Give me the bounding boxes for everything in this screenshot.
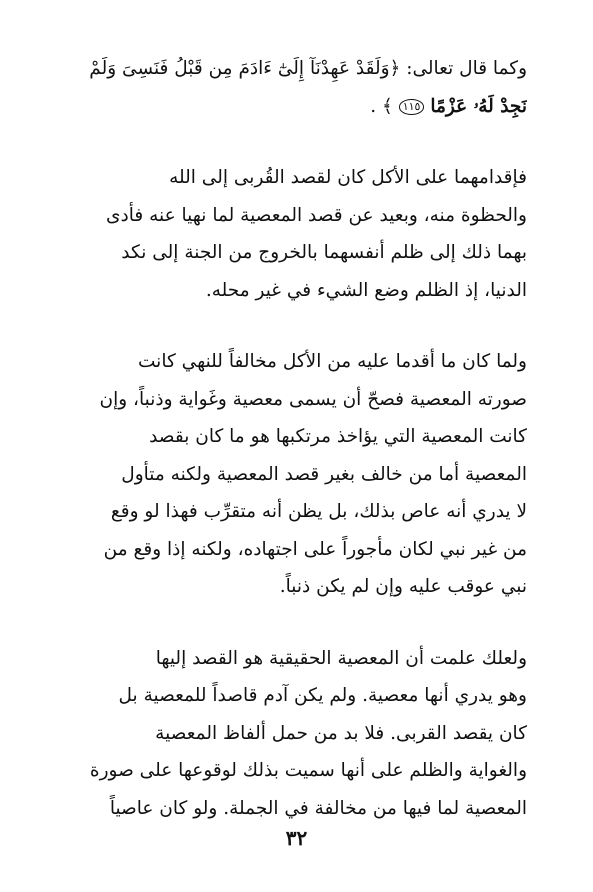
text-line: والحظوة منه، وبعيد عن قصد المعصية لما نهيا عنه فأدى: [106, 204, 527, 226]
text-line: ولعلك علمت أن المعصية الحقيقية هو القصد إليها: [155, 647, 527, 669]
verse-closing: ﴾ .: [370, 95, 393, 117]
text-line: ولما كان ما أقدما عليه من الأكل مخالفاً للنهي كانت: [138, 351, 527, 372]
text-line: المعصية أما من خالف بغير قصد المعصية ولكنه متأول: [121, 463, 527, 485]
page-number: ٣٢: [285, 826, 308, 850]
text-line: والغواية والظلم على أنها سميت بذلك لوقوعها على صورة: [89, 760, 527, 781]
text-line: نبي عوقب عليه وإن لم يكن ذنباً.: [279, 576, 527, 597]
paragraph-verse-quote: [70, 50, 527, 125]
text-line: المعصية لما فيها من مخالفة في الجملة. ولو كان عاصياً: [109, 797, 527, 819]
text-line: كانت المعصية التي يؤاخذ مرتكبها هو ما كان بقصد: [149, 426, 527, 447]
text-line: فإقدامهما على الأكل كان لقصد القُربى إلى الله: [169, 167, 527, 188]
text-line: الدنيا، إذ الظلم وضع الشيء في غير محله.: [205, 279, 527, 301]
paragraph-4: [70, 640, 527, 828]
text-line: وكما قال تعالى: ﴿وَلَقَدْ عَهِدْنَآ إِلَىٰٓ ءَادَمَ مِن قَبْلُ فَنَسِىَ وَلَمْ: [89, 58, 527, 79]
text-line: [70, 88, 527, 126]
verse-text: نَجِدْ لَهُۥ عَزْمًا: [430, 95, 527, 117]
paragraph-2: [70, 159, 527, 309]
text-line: بهما ذلك إلى ظلم أنفسهما بالخروج من الجنة إلى نكد: [121, 242, 527, 263]
text-line: صورته المعصية فصحّ أن يسمى معصية وغَواية وذنباً، وإن: [99, 388, 527, 410]
text-line: وهو يدري أنها معصية. ولم يكن آدم قاصداً للمعصية بل: [118, 685, 527, 706]
paragraph-3: [70, 343, 527, 606]
text-line: لا يدري أنه عاص بذلك، بل يظن أنه متقرِّب فهذا لو وقع: [110, 501, 527, 522]
verse-number-marker: ١١٥: [399, 99, 425, 115]
text-line: كان يقصد القربى. فلا بد من حمل ألفاظ المعصية: [155, 722, 527, 744]
text-line: من غير نبي لكان مأجوراً على اجتهاده، ولكنه إذا وقع من: [103, 538, 527, 560]
